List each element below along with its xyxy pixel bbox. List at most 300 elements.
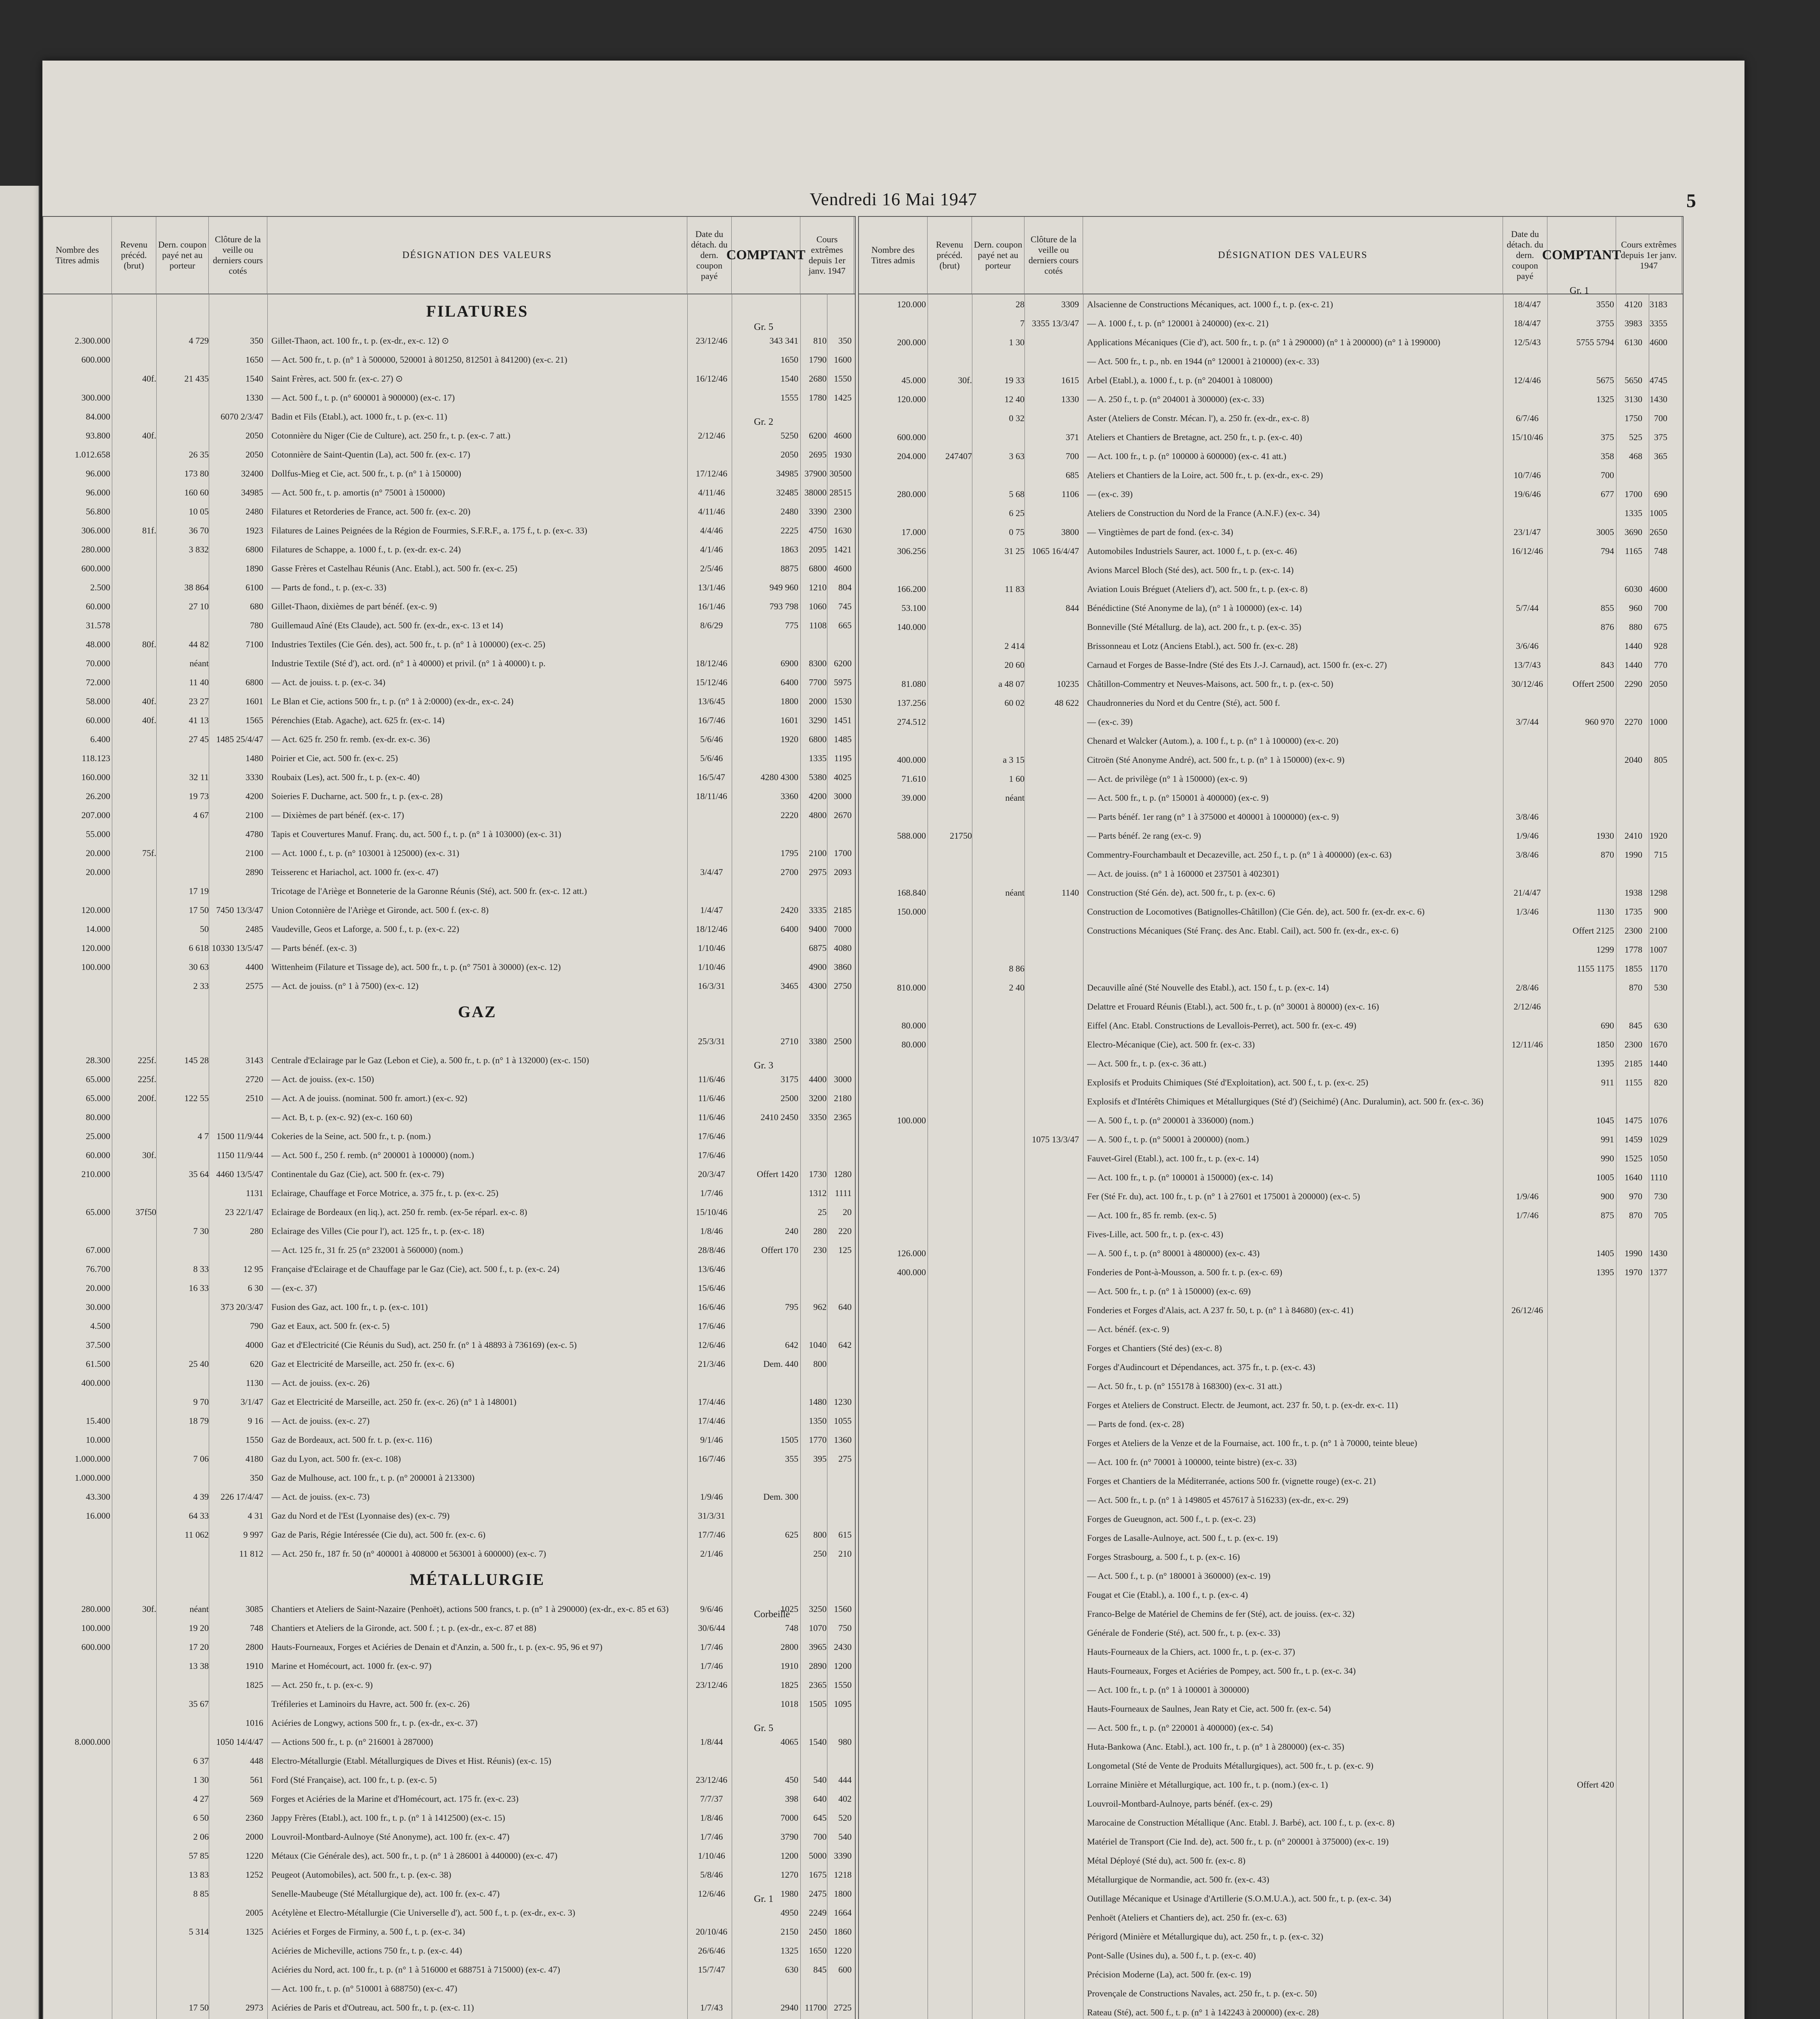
cell-plus-haut: 5000: [809, 1851, 827, 1861]
cell-date: 1/7/46: [1516, 1210, 1539, 1220]
cell-plus-haut: 6800: [809, 734, 827, 744]
cell-designation: Aciéries de Paris et d'Outreau, act. 500 fr., t. p. (ex-c. 11): [271, 2002, 474, 2013]
cell-designation: Aciéries de Longwy, actions 500 fr., t. p. (ex-dr., ex-c. 37): [271, 1718, 478, 1728]
cell-coupon: 7: [1020, 318, 1024, 328]
table-row: [859, 1360, 1683, 1376]
cell-date: 17/6/46: [698, 1150, 725, 1160]
table-row: [859, 525, 1683, 541]
cell-designation: Tréfileries et Laminoirs du Havre, act. 500 fr. (ex-c. 26): [271, 1699, 470, 1709]
cell-cloture: 3143: [246, 1055, 263, 1065]
cell-designation: Cotonnière du Niger (Cie de Culture), act. 250 fr., t. p. (ex-c. 7 att.): [271, 430, 510, 441]
cell-cloture: 3/1/47: [240, 1397, 263, 1407]
cell-cloture: 748: [250, 1623, 263, 1633]
cell-plus-bas: 4025: [834, 772, 852, 782]
table-row: [43, 827, 855, 843]
cell-designation: Union Cotonnière de l'Ariège et Gironde, act. 500 f. (ex-c. 8): [271, 905, 489, 915]
cell-plus-bas: 4600: [834, 563, 852, 573]
table-row: [43, 1452, 855, 1467]
cell-plus-haut: 1475: [1625, 1115, 1642, 1125]
cell-comptant: 876: [1601, 622, 1614, 632]
cell-designation: Explosifs et Produits Chimiques (Sté d'Exploitation), act. 500 f., t. p. (ex-c. 25): [1087, 1077, 1369, 1087]
cell-plus-haut: 1780: [809, 392, 827, 403]
cell-date: 1/7/46: [700, 1661, 723, 1671]
table-row: [859, 1493, 1683, 1509]
cell-coupon: 0 32: [1009, 413, 1024, 423]
cell-plus-haut: 1540: [809, 1737, 827, 1747]
cell-plus-haut: 2450: [809, 1927, 827, 1937]
cell-plus-bas: 1195: [834, 753, 852, 763]
cell-plus-bas: 600: [838, 1964, 852, 1975]
cell-plus-bas: 1200: [834, 1661, 852, 1671]
cell-coupon: 27 45: [189, 734, 209, 744]
cell-plus-haut: 5380: [809, 772, 827, 782]
cell-coupon: 8 33: [193, 1264, 209, 1274]
col-comptant: COMPTANT: [1547, 217, 1616, 294]
cell-comptant: 1405: [1596, 1248, 1614, 1258]
cell-plus-haut: 1108: [809, 620, 827, 630]
cell-cloture: 680: [250, 601, 263, 611]
cell-cloture: 780: [250, 620, 263, 630]
cell-date: 5/8/46: [700, 1870, 723, 1880]
cell-cloture: 1140: [1061, 888, 1079, 898]
cell-designation: Explosifs et d'Intérêts Chimiques et Métallurgiques (Sté d') (Seichimé) (Anc. Duralumin), act. 500 fr. (ex-c. 36): [1087, 1096, 1484, 1106]
cell-date: 18/4/47: [1514, 299, 1541, 309]
cell-cloture: 3085: [246, 1604, 263, 1614]
cell-plus-bas: 1280: [834, 1169, 852, 1179]
table-row: [859, 1569, 1683, 1585]
cell-nombre: 17.000: [901, 527, 926, 537]
cell-plus-haut: 1525: [1625, 1153, 1642, 1163]
table-row: [859, 1683, 1683, 1698]
cell-nombre: 20.000: [86, 867, 110, 877]
cell-nombre: 306.000: [81, 525, 110, 535]
cell-cloture: 11 812: [239, 1549, 263, 1559]
cell-plus-haut: 4800: [809, 810, 827, 820]
right-column-headers: [859, 217, 1683, 294]
cell-coupon: 28: [1016, 299, 1024, 309]
cell-plus-haut: 3290: [809, 715, 827, 725]
cell-date: 16/5/47: [698, 772, 725, 782]
col-nombre: Nombre des Titres admis: [859, 217, 928, 294]
table-row: [859, 1284, 1683, 1300]
cell-plus-bas: 1230: [834, 1397, 852, 1407]
cell-nombre: 67.000: [86, 1245, 110, 1255]
cell-date: 23/12/46: [695, 336, 728, 346]
cell-plus-bas: 4600: [834, 430, 852, 441]
cell-plus-bas: 1377: [1650, 1267, 1667, 1277]
cell-comptant: 748: [785, 1623, 798, 1633]
cell-plus-bas: 30500: [829, 468, 852, 479]
cell-cloture: 2720: [246, 1074, 263, 1084]
cell-designation: Pont-Salle (Usines du), a. 500 f., t. p. (ex-c. 40): [1087, 1950, 1256, 1960]
cell-designation: Constructions Mécaniques (Sté Franç. des Anc. Etabl. Cail), act. 500 fr. (ex-dr., ex-c. 6): [1087, 926, 1399, 936]
cell-cloture: 2100: [246, 810, 263, 820]
table-row: [43, 1659, 855, 1675]
cell-plus-haut: 3965: [809, 1642, 827, 1652]
cell-designation: Aciéries et Forges de Firminy, a. 500 f., t. p. (ex-c. 34): [271, 1927, 465, 1937]
cell-cloture: 1500 11/9/44: [216, 1131, 263, 1141]
table-row: [859, 1664, 1683, 1679]
cell-date: 1/7/43: [700, 2002, 723, 2013]
cell-date: 18/12/46: [695, 658, 728, 668]
cell-plus-haut: 2975: [809, 867, 827, 877]
cell-nombre: 56.800: [86, 506, 110, 516]
cell-designation: Delattre et Frouard Réunis (Etabl.), act. 500 fr., t. p. (n° 30001 à 80000) (ex-c. 16): [1087, 1001, 1379, 1012]
cell-plus-bas: 730: [1654, 1191, 1667, 1201]
table-row: [859, 1019, 1683, 1034]
cell-nombre: 100.000: [81, 962, 110, 972]
cell-designation: Hauts-Fourneaux de la Chiers, act. 1000 fr., t. p. (ex-c. 37): [1087, 1647, 1295, 1657]
cell-designation: — Act. de jouiss. (ex-c. 26): [271, 1378, 370, 1388]
cell-date: 1/10/46: [698, 962, 725, 972]
cell-plus-bas: 1076: [1650, 1115, 1667, 1125]
table-row: [43, 619, 855, 634]
left-column-headers: [43, 217, 855, 294]
cell-coupon: 41 13: [189, 715, 209, 725]
cell-plus-haut: 1970: [1625, 1267, 1642, 1277]
cell-plus-haut: 3250: [809, 1604, 827, 1614]
cell-comptant: 1795: [781, 848, 798, 858]
cell-nombre: 31.578: [86, 620, 110, 630]
cell-revenu: 40f.: [142, 696, 156, 706]
cell-designation: Vaudeville, Geos et Laforge, a. 500 f., t. p. (ex-c. 22): [271, 924, 460, 934]
cell-plus-haut: 1750: [1625, 413, 1642, 423]
cell-plus-haut: 2365: [809, 1680, 827, 1690]
cell-date: 9/1/46: [700, 1435, 723, 1445]
cell-plus-haut: 1730: [809, 1169, 827, 1179]
cell-cloture: 373 20/3/47: [220, 1302, 263, 1312]
cell-coupon: 19 73: [189, 791, 209, 801]
cell-plus-haut: 1312: [809, 1188, 827, 1198]
cell-coupon: 173 80: [184, 468, 209, 479]
cell-plus-bas: 210: [838, 1549, 852, 1559]
cell-nombre: 210.000: [81, 1169, 110, 1179]
cell-designation: Centrale d'Eclairage par le Gaz (Lebon et Cie), a. 500 fr., t. p. (n° 1 à 132000) (ex-c. 150): [271, 1055, 589, 1065]
cell-nombre: 39.000: [901, 793, 926, 803]
cell-comptant: 6900: [781, 658, 798, 668]
table-row: [859, 336, 1683, 351]
cell-nombre: 60.000: [86, 1150, 110, 1160]
cell-cloture: 2800: [246, 1642, 263, 1652]
cell-coupon: 18 79: [189, 1416, 209, 1426]
cell-plus-haut: 7700: [809, 677, 827, 687]
cell-coupon: 50: [200, 924, 209, 934]
cell-designation: Française d'Eclairage et de Chauffage par le Gaz (Cie), act. 500 f., t. p. (ex-c. 24): [271, 1264, 560, 1274]
cell-nombre: 71.610: [901, 774, 926, 784]
cell-coupon: 32 11: [189, 772, 209, 782]
cell-designation: Saint Frères, act. 500 fr. (ex-c. 27) ⊙: [271, 374, 403, 384]
cell-plus-bas: 3000: [834, 1074, 852, 1084]
cell-designation: Précision Moderne (La), act. 500 fr. (ex-c. 19): [1087, 1969, 1251, 1979]
cell-coupon: 3 832: [189, 544, 209, 554]
cell-designation: — Act. 125 fr., 31 fr. 25 (n° 232001 à 560000) (nom.): [271, 1245, 463, 1255]
cell-designation: Gaz du Nord et de l'Est (Lyonnaise des) (ex-c. 79): [271, 1511, 450, 1521]
table-row: [43, 1792, 855, 1807]
cell-plus-bas: 715: [1654, 850, 1667, 860]
table-row: [859, 753, 1683, 768]
cell-comptant: 642: [785, 1340, 798, 1350]
cell-plus-bas: 2500: [834, 1036, 852, 1046]
cell-cloture: 7450 13/3/47: [216, 905, 263, 915]
cell-plus-bas: 1095: [834, 1699, 852, 1709]
table-row: [43, 676, 855, 691]
cell-comptant: 1155 1175: [1577, 963, 1614, 974]
cell-nombre: 93.800: [86, 430, 110, 441]
cell-coupon: 4 39: [193, 1492, 209, 1502]
cell-plus-haut: 2475: [809, 1889, 827, 1899]
cell-designation: Badin et Fils (Etabl.), act. 1000 fr., t. p. (ex-c. 11): [271, 411, 447, 422]
cell-plus-bas: 7000: [834, 924, 852, 934]
cell-plus-haut: 1505: [809, 1699, 827, 1709]
cell-date: 1/9/46: [1516, 831, 1539, 841]
cell-designation: Electro-Métallurgie (Etabl. Métallurgiques de Dives et Hist. Réunis) (ex-c. 15): [271, 1756, 552, 1766]
cell-plus-haut: 2000: [809, 696, 827, 706]
cell-cloture: 1220: [246, 1851, 263, 1861]
cell-nombre: 1.012.658: [75, 449, 110, 460]
cell-coupon: 3 63: [1009, 451, 1024, 461]
cell-comptant: 4950: [781, 1908, 798, 1918]
cell-date: 1/10/46: [698, 943, 725, 953]
cell-nombre: 80.000: [86, 1112, 110, 1122]
cell-revenu: 40f.: [142, 430, 156, 441]
cell-comptant: 1005: [1596, 1172, 1614, 1182]
cell-nombre: 200.000: [897, 337, 926, 347]
cell-plus-bas: 530: [1654, 982, 1667, 993]
table-row: [859, 1417, 1683, 1433]
cell-designation: Construction (Sté Gén. de), act. 500 fr., t. p. (ex-c. 6): [1087, 888, 1275, 898]
cell-designation: Longometal (Sté de Vente de Produits Métallurgiques), act. 500 fr., t. p. (ex-c. 9): [1087, 1761, 1374, 1771]
cell-date: 17/7/46: [698, 1530, 725, 1540]
cell-designation: Le Blan et Cie, actions 500 fr., t. p. (n° 1 à 2:0000) (ex-dr., ex-c. 24): [271, 696, 514, 706]
cell-designation: — A. 500 f., t. p. (n° 50001 à 200000) (nom.): [1087, 1134, 1249, 1144]
table-row: [43, 770, 855, 786]
table-row: [43, 846, 855, 862]
cell-plus-bas: 6200: [834, 658, 852, 668]
cell-coupon: 38 864: [184, 582, 209, 592]
cell-plus-haut: 250: [813, 1549, 827, 1559]
cell-coupon: 8 86: [1009, 963, 1024, 974]
cell-nombre: 80.000: [901, 1039, 926, 1049]
cell-date: 1/7/46: [700, 1642, 723, 1652]
cell-cloture: 6800: [246, 677, 263, 687]
cell-coupon: 6 50: [193, 1813, 209, 1823]
cell-plus-haut: 2680: [809, 374, 827, 384]
table-row: [43, 1830, 855, 1845]
cell-plus-bas: 805: [1654, 755, 1667, 765]
cell-date: 1/10/46: [698, 1851, 725, 1861]
cell-plus-haut: 1459: [1625, 1134, 1642, 1144]
cell-designation: Continentale du Gaz (Cie), act. 500 fr. (ex-c. 79): [271, 1169, 444, 1179]
table-row: [859, 772, 1683, 787]
cell-coupon: 64 33: [189, 1511, 209, 1521]
table-row: [859, 487, 1683, 503]
cell-coupon: 13 83: [189, 1870, 209, 1880]
cell-designation: Forges d'Audincourt et Dépendances, act. 375 fr., t. p. (ex-c. 43): [1087, 1362, 1316, 1372]
cell-date: 23/12/46: [695, 1775, 728, 1785]
table-row: [859, 1512, 1683, 1528]
cell-designation: Citroën (Sté Anonyme André), act. 500 fr., t. p. (n° 1 à 150000) (ex-c. 9): [1087, 755, 1345, 765]
cell-coupon: 7 30: [193, 1226, 209, 1236]
table-row: [43, 1262, 855, 1278]
cell-designation: Gillet-Thaon, act. 100 fr., t. p. (ex-dr., ex-c. 12) ⊙: [271, 336, 449, 346]
cell-designation: Gaz de Paris, Régie Intéressée (Cie du), act. 500 fr. (ex-c. 6): [271, 1530, 486, 1540]
cell-coupon: 25 40: [189, 1359, 209, 1369]
cell-designation: Penhoët (Ateliers et Chantiers de), act. 250 fr. (ex-c. 63): [1087, 1912, 1287, 1922]
cell-date: 23/12/46: [695, 1680, 728, 1690]
cell-coupon: a 48 07: [998, 679, 1024, 689]
cell-comptant: 32485: [776, 487, 798, 497]
cell-coupon: 13 38: [189, 1661, 209, 1671]
cell-nombre: 48.000: [86, 639, 110, 649]
table-row: [43, 1490, 855, 1505]
cell-coupon: 20 60: [1004, 660, 1024, 670]
col-revenu: Revenu précéd. (brut): [112, 217, 156, 294]
cell-comptant: 1920: [781, 734, 798, 744]
cell-cloture: 3330: [246, 772, 263, 782]
cell-nombre: 1.000.000: [75, 1473, 110, 1483]
cell-coupon: 4 27: [193, 1794, 209, 1804]
cell-designation: Commentry-Fourchambault et Decazeville, act. 250 f., t. p. (n° 1 à 400000) (ex-c. 63): [1087, 850, 1392, 860]
table-row: [43, 1697, 855, 1713]
cell-date: 17/4/46: [698, 1416, 725, 1426]
col-dern-coupon: Dern. coupon payé net au porteur: [156, 217, 209, 294]
cell-comptant: 911: [1601, 1077, 1614, 1087]
col-nombre: Nombre des Titres admis: [43, 217, 112, 294]
cell-comptant: Dem. 300: [763, 1492, 798, 1502]
cell-nombre: 8.000.000: [75, 1737, 110, 1747]
cell-comptant: 900: [1601, 1191, 1614, 1201]
cell-date: 16/12/46: [695, 374, 728, 384]
cell-nombre: 120.000: [81, 905, 110, 915]
table-row: [859, 1209, 1683, 1224]
cell-comptant: Offert 2125: [1572, 926, 1614, 936]
cell-plus-bas: 804: [838, 582, 852, 592]
cell-coupon: 122 55: [184, 1093, 209, 1103]
cell-plus-haut: 1790: [809, 355, 827, 365]
cell-date: 15/10/46: [695, 1207, 728, 1217]
cell-designation: Forges et Ateliers de la Venze et de la Fournaise, act. 100 fr., t. p. (n° 1 à 70000, teinte bleue): [1087, 1438, 1417, 1448]
cell-date: 4/1/46: [700, 544, 723, 554]
cell-coupon: 5 68: [1009, 489, 1024, 499]
cell-plus-bas: 1029: [1650, 1134, 1667, 1144]
cell-designation: Aviation Louis Bréguet (Ateliers d'), act. 500 fr., t. p. (ex-c. 8): [1087, 584, 1308, 594]
cell-cloture: 48 622: [1054, 698, 1079, 708]
cell-cloture: 6 30: [248, 1283, 263, 1293]
cell-plus-haut: 38000: [804, 487, 827, 497]
cell-coupon: néant: [189, 658, 209, 668]
cell-cloture: 4780: [246, 829, 263, 839]
cell-date: 2/12/46: [698, 430, 725, 441]
cell-nombre: 65.000: [86, 1207, 110, 1217]
cell-date: 12/5/43: [1514, 337, 1541, 347]
cell-designation: — (ex-c. 39): [1087, 489, 1133, 499]
cell-plus-haut: 3200: [809, 1093, 827, 1103]
cell-revenu: 30f.: [142, 1604, 156, 1614]
cell-date: 20/10/46: [695, 1927, 728, 1937]
cell-plus-haut: 1440: [1625, 660, 1642, 670]
cell-nombre: 207.000: [81, 810, 110, 820]
table-row: [859, 1095, 1683, 1110]
cell-designation: — (ex-c. 37): [271, 1283, 317, 1293]
cell-plus-haut: 700: [813, 1832, 827, 1842]
table-row: [43, 751, 855, 767]
cell-date: 4/11/46: [698, 487, 725, 497]
cell-date: 16/7/46: [698, 715, 725, 725]
cell-cloture: 569: [250, 1794, 263, 1804]
cell-cloture: 1131: [246, 1188, 263, 1198]
cell-date: 28/8/46: [698, 1245, 725, 1255]
cell-revenu: 81f.: [142, 525, 156, 535]
cell-nombre: 16.000: [86, 1511, 110, 1521]
col-cours-extremes: Cours extrêmes depuis 1er janv. 1947: [800, 217, 854, 294]
cell-plus-bas: 928: [1654, 641, 1667, 651]
cell-coupon: 44 82: [189, 639, 209, 649]
cell-plus-bas: 3860: [834, 962, 852, 972]
table-row: [859, 848, 1683, 863]
cell-cloture: 1601: [246, 696, 263, 706]
cell-designation: Carnaud et Forges de Basse-Indre (Sté des Ets J.-J. Carnaud), act. 1500 fr. (ex-c. 27): [1087, 660, 1387, 670]
cell-plus-bas: 3000: [834, 791, 852, 801]
cell-plus-haut: 540: [813, 1775, 827, 1785]
cell-comptant: 794: [1601, 546, 1614, 556]
cell-nombre: 120.000: [81, 943, 110, 953]
cell-designation: Marine et Homécourt, act. 1000 fr. (ex-c. 97): [271, 1661, 432, 1671]
cell-date: 15/7/47: [698, 1964, 725, 1975]
cell-designation: — Act. 250 fr., 187 fr. 50 (n° 400001 à 408000 et 563001 à 600000) (ex-c. 7): [271, 1549, 546, 1559]
cell-nombre: 400.000: [81, 1378, 110, 1388]
cell-plus-haut: 25: [818, 1207, 827, 1217]
cell-comptant: 3465: [781, 981, 798, 991]
cell-cloture: 9 16: [248, 1416, 263, 1426]
cell-plus-bas: 1050: [1650, 1153, 1667, 1163]
cell-designation: Chantiers et Ateliers de la Gironde, act. 500 f. ; t. p. (ex-dr., ex-c. 87 et 88): [271, 1623, 537, 1633]
cell-comptant: 1395: [1596, 1058, 1614, 1068]
cell-designation: Cokeries de la Seine, act. 500 fr., t. p. (nom.): [271, 1131, 431, 1141]
cell-plus-haut: 1155: [1625, 1077, 1642, 1087]
table-row: [859, 734, 1683, 749]
table-row: [859, 1436, 1683, 1452]
cell-coupon: 12 40: [1004, 394, 1024, 404]
table-row: [43, 486, 855, 501]
cell-cloture: 1252: [246, 1870, 263, 1880]
table-row: [43, 543, 855, 558]
cell-designation: Ateliers et Chantiers de la Loire, act. 500 fr., t. p. (ex-dr., ex-c. 29): [1087, 470, 1323, 480]
cell-plus-haut: 2410: [1625, 831, 1642, 841]
table-row: [859, 1835, 1683, 1850]
cell-plus-haut: 1855: [1625, 963, 1642, 974]
cell-plus-haut: 845: [813, 1964, 827, 1975]
cell-comptant: 991: [1601, 1134, 1614, 1144]
cell-cloture: 3800: [1061, 527, 1079, 537]
cell-cloture: 371: [1066, 432, 1079, 442]
cell-nombre: 81.080: [901, 679, 926, 689]
cell-cloture: 350: [250, 336, 263, 346]
cell-designation: — Act. 1000 f., t. p. (n° 103001 à 125000) (ex-c. 31): [271, 848, 460, 858]
cell-date: 20/3/47: [698, 1169, 725, 1179]
cell-coupon: 57 85: [189, 1851, 209, 1861]
cell-plus-bas: 2725: [834, 2002, 852, 2013]
table-row: [43, 1167, 855, 1183]
cell-nombre: 96.000: [86, 468, 110, 479]
cell-designation: Métallurgique de Normandie, act. 500 fr. (ex-c. 43): [1087, 1874, 1270, 1885]
col-comptant: COMPTANT: [732, 217, 800, 294]
cell-nombre: 58.000: [86, 696, 110, 706]
cell-cloture: 4400: [246, 962, 263, 972]
table-row: [859, 620, 1683, 636]
cell-coupon: 6 37: [193, 1756, 209, 1766]
cell-plus-haut: 2695: [809, 449, 827, 460]
table-row: [859, 1398, 1683, 1414]
